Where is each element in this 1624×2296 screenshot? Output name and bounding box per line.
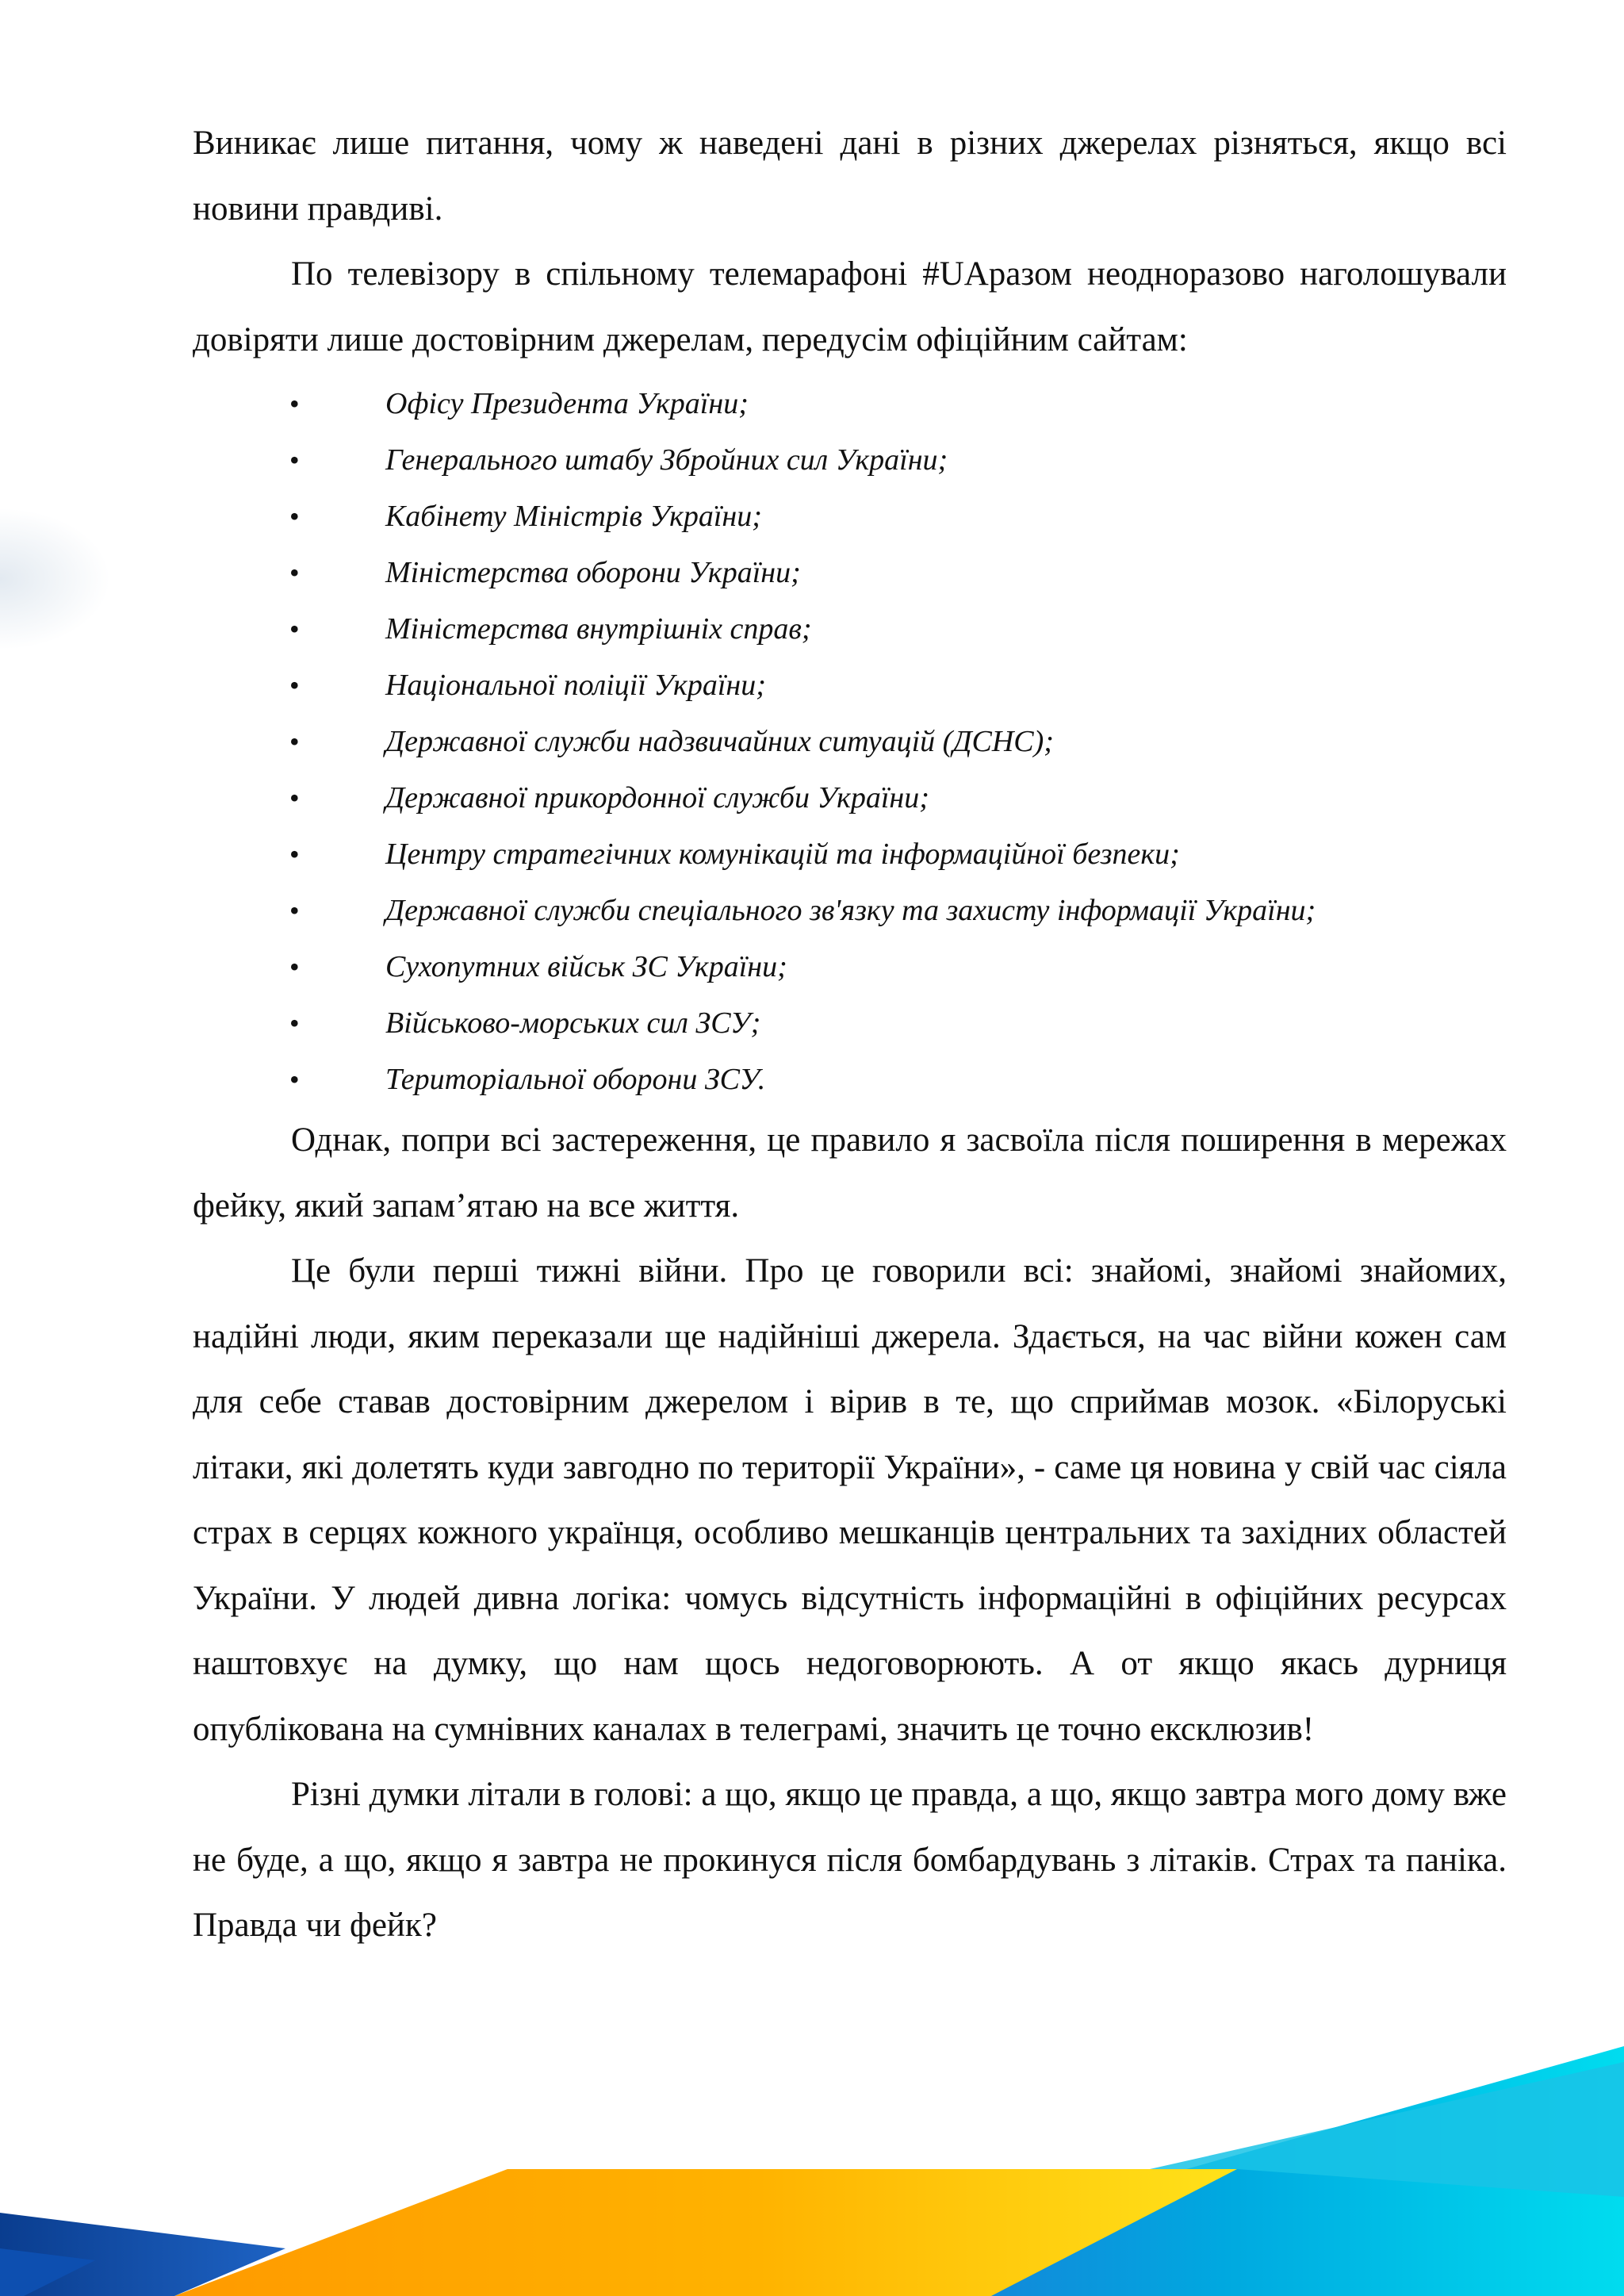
list-item-label: Державної прикордонної служби України; xyxy=(385,781,929,815)
tv-marathon-paragraph: По телевізору в спільному телемарафоні #UAразом неодноразово наголошували довіряти лише достовірним джерелам, передусім офіційним сайтам: xyxy=(193,255,1507,358)
thoughts-paragraph: Різні думки літали в голові: а що, якщо це правда, а що, якщо завтра мого дому вже не буде, а що, якщо я завтра не прокинуся після бомбардувань з літаків. Страх та паніка. Правда чи фейк? xyxy=(193,1776,1507,1944)
list-item-label: Державної служби спеціального зв'язку та захисту інформації України; xyxy=(385,894,1316,927)
bullet-icon: • xyxy=(289,1007,300,1039)
bullet-icon: • xyxy=(289,444,300,476)
list-item-label: Офісу Президента України; xyxy=(385,387,749,420)
list-item-label: Міністерства оборони України; xyxy=(385,556,801,589)
list-item-label: Сухопутних військ ЗС України; xyxy=(385,950,787,983)
list-item-label: Військово-морських сил ЗСУ; xyxy=(385,1006,761,1040)
list-item-label: Генерального штабу Збройних сил України; xyxy=(385,443,948,477)
bullet-icon: • xyxy=(289,613,300,645)
bullet-icon: • xyxy=(289,1064,300,1095)
bullet-icon: • xyxy=(289,388,300,420)
list-item-label: Міністерства внутрішніх справ; xyxy=(385,612,812,646)
bullet-icon: • xyxy=(289,669,300,701)
list-item-label: Кабінету Міністрів України; xyxy=(385,500,762,533)
list-item-label: Територіальної оборони ЗСУ. xyxy=(385,1063,766,1096)
list-item-label: Державної служби надзвичайних ситуацій (ДСНС); xyxy=(385,725,1054,758)
bullet-icon: • xyxy=(289,726,300,757)
bullet-icon: • xyxy=(289,951,300,983)
intro-paragraph: Виникає лише питання, чому ж наведені дані в різних джерелах різняться, якщо всі новини правдиві. xyxy=(193,125,1507,228)
bullet-icon: • xyxy=(289,782,300,814)
bullet-icon: • xyxy=(289,557,300,588)
list-item-label: Центру стратегічних комунікацій та інформаційної безпеки; xyxy=(385,838,1180,871)
however-paragraph: Однак, попри всі застереження, це правило я засвоїла після поширення в мережах фейку, який запам’ятаю на все життя. xyxy=(193,1121,1507,1225)
bullet-icon: • xyxy=(289,838,300,870)
bullet-icon: • xyxy=(289,500,300,532)
first-weeks-paragraph: Це були перші тижні війни. Про це говорили всі: знайомі, знайомі знайомих, надійні люди, яким переказали ще надійніші джерела. Здається, на час війни кожен сам для себе ставав достовірним джерелом і вірив в те, що сприймав мозок. «Білоруські літаки, які долетять куди завгодно по території України», - саме ця новина у свій час сіяла страх в серцях кожного українця, особливо мешканців центральних та західних областей України. У людей дивна логіка: чомусь відсутність інформаційні в офіційних ресурсах наштовхує на думку, що нам щось недоговорюють. А от якщо якась дурниця опублікована на сумнівних каналах в телеграмі, значить це точно ексклюзив! xyxy=(193,1252,1507,1748)
list-item-label: Національної поліції України; xyxy=(385,669,766,702)
bullet-icon: • xyxy=(289,895,300,926)
